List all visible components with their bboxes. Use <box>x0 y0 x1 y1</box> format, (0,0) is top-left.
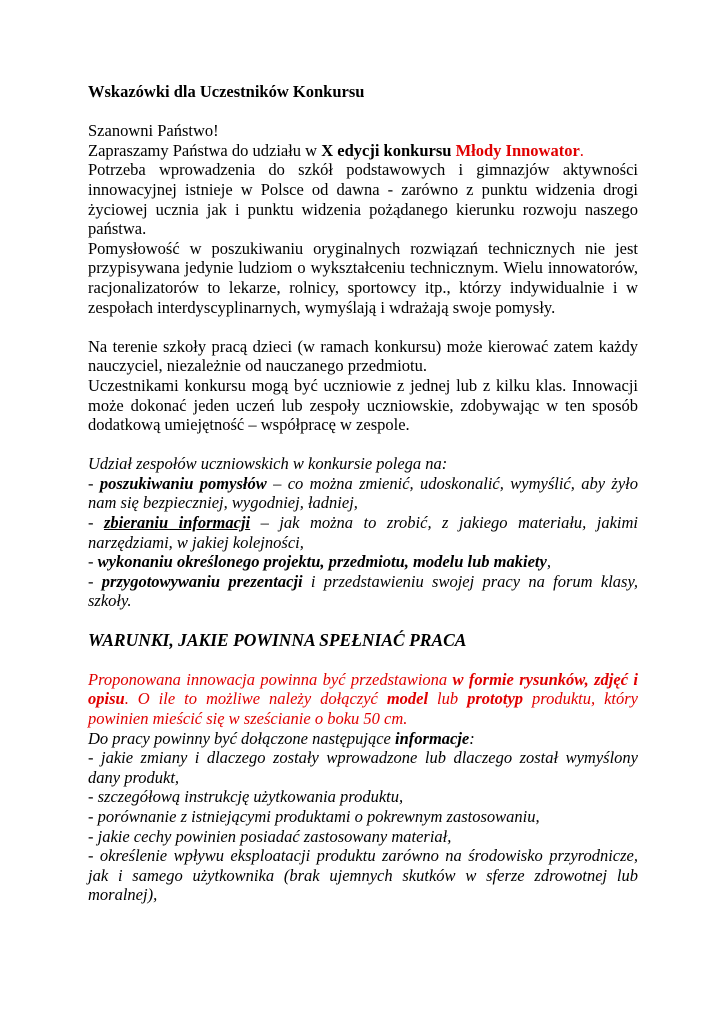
information-lead: Do pracy powinny być dołączone następujące informacje: <box>88 728 475 748</box>
information-item: - jakie cechy powinien posiadać zastosowany materiał, <box>88 826 452 846</box>
school-paragraph-2: Uczestnikami konkursu mogą być uczniowie z jednej lub z kilku klas. Innowacji może dokonać jeden uczeń lub zespoły uczniowskie, zdobywając w ten sposób dodatkową umiejętność – współpracę w zespole. <box>88 375 638 435</box>
conditions-section <box>88 670 638 905</box>
intro-paragraph-1: Potrzeba wprowadzenia do szkół podstawowych i gimnazjów aktywności innowacyjnej istnieje w Polsce od dawna - zarówno z punktu widzenia drogi życiowej ucznia jak i punktu widzenia pożądanego kierunku rozwoju naszego państwa. <box>88 160 638 239</box>
information-item: - szczegółową instrukcję użytkowania produktu, <box>88 787 404 807</box>
participation-item: - wykonaniu określonego projektu, przedmiotu, modelu lub makiety, <box>88 552 551 572</box>
document-page <box>88 82 638 905</box>
contest-name: Młody Innowator <box>455 140 580 160</box>
intro-paragraph-2: Pomysłowość w poszukiwaniu oryginalnych rozwiązań technicznych nie jest przypisywana jedynie ludziom o wykształceniu technicznym. Wielu innowatorów, racjonalizatorów to lekarze, rolnicy, sportowcy itp., którzy indywidualnie i w zespołach interdyscyplinarnych, wymyślają i wdrażają swoje pomysły. <box>88 238 638 317</box>
school-paragraph-1: Na terenie szkoły pracą dzieci (w ramach konkursu) może kierować zatem każdy nauczyciel, niezależnie od nauczanego przedmiotu. <box>88 336 638 376</box>
participation-item: - poszukiwaniu pomysłów – co można zmienić, udoskonalić, wymyślić, aby żyło nam się bezpieczniej, wygodniej, ładniej, <box>88 473 639 513</box>
information-item: - jakie zmiany i dlaczego zostały wprowadzone lub dlaczego został wymyślony dany produkt, <box>88 748 638 787</box>
greeting: Szanowni Państwo! <box>88 121 219 141</box>
conditions-heading: WARUNKI, JAKIE POWINNA SPEŁNIAĆ PRACA <box>88 629 467 650</box>
invitation-line: Zapraszamy Państwa do udziału w X edycji konkursu Młody Innowator. <box>88 140 584 160</box>
participation-item: - przygotowywaniu prezentacji i przedstawieniu swojej pracy na forum klasy, szkoły. <box>88 571 639 611</box>
participation-item: - zbieraniu informacji – jak można to zrobić, z jakiego materiału, jakimi narzędziami, w jakiej kolejności, <box>88 513 638 552</box>
information-item: - porównanie z istniejącymi produktami o pokrewnym zastosowaniu, <box>88 806 540 826</box>
conditions-red-paragraph: Proponowana innowacja powinna być przedstawiona w formie rysunków, zdjęć i opisu. O ile to możliwe należy dołączyć model lub prototyp produktu, który powinien mieścić się w sześcianie o boku 50 cm. <box>88 669 639 728</box>
invitation-text: Zapraszamy Państwa do udziału w <box>88 140 322 160</box>
participation-section <box>88 454 638 611</box>
document-title: Wskazówki dla Uczestników Konkursu <box>88 82 365 101</box>
edition-label: X edycji konkursu <box>321 140 452 160</box>
participation-lead: Udział zespołów uczniowskich w konkursie polega na: <box>88 454 448 474</box>
information-item: - określenie wpływu eksploatacji produktu zarówno na środowisko przyrodnicze, jak i samego użytkownika (brak ujemnych skutków w sferze zdrowotnej lub moralnej), <box>88 846 638 905</box>
